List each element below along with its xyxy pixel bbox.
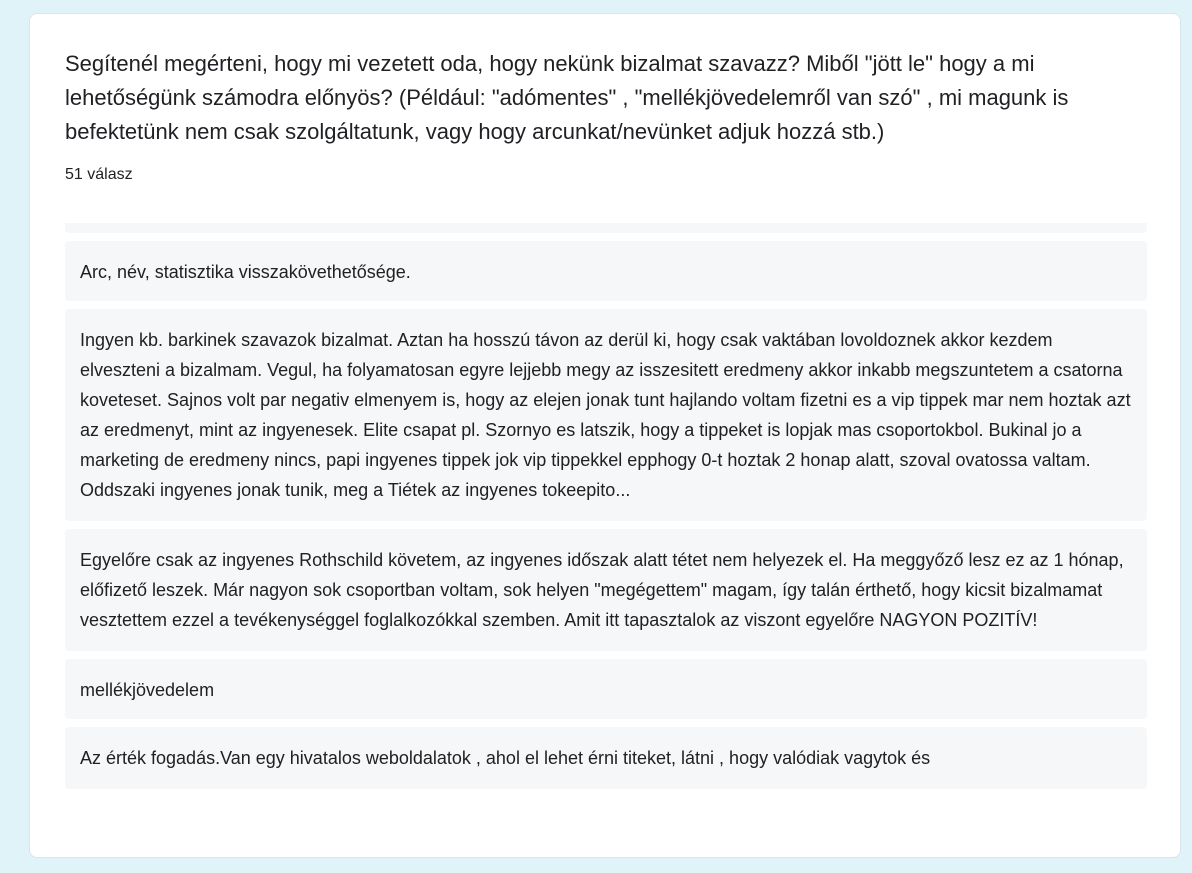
answer-item-partial bbox=[65, 223, 1147, 233]
answer-item: Ingyen kb. barkinek szavazok bizalmat. Aztan ha hosszú távon az derül ki, hogy csak vaktában lovoldoznek akkor kezdem elveszteni a bizalmam. Vegul, ha folyamatosan egyre lejjebb megy az isszesitett eredmeny akkor inkabb megszuntetem a csatorna koveteset. Sajnos volt par negativ elmenyem is, hogy az elejen jonak tunt hajlando voltam fizetni es a vip tippek mar nem hoztak azt az eredmenyt, mint az ingyenesek. Elite csapat pl. Szornyo es latszik, hogy a tippeket is lopjak mas csoportokbol. Bukinal jo a marketing de eredmeny nincs, papi ingyenes tippek jok vip tippekkel epphogy 0-t hoztak 2 honap alatt, szoval ovatossa valtam. Oddszaki ingyenes jonak tunik, meg a Tiétek az ingyenes tokeepito... bbox=[65, 309, 1147, 521]
answer-item: Egyelőre csak az ingyenes Rothschild követem, az ingyenes időszak alatt tétet nem helyezek el. Ha meggyőző lesz ez az 1 hónap, előfizető leszek. Már nagyon sok csoportban voltam, sok helyen "megégettem" magam, így talán érthető, hogy kicsit bizalmamat vesztettem ezzel a tevékenységgel foglalkozókkal szemben. Amit itt tapasztalok az viszont egyelőre NAGYON POZITÍV! bbox=[65, 529, 1147, 651]
answer-item: Arc, név, statisztika visszakövethetősége. bbox=[65, 241, 1147, 301]
question-card bbox=[29, 13, 1181, 858]
answer-item: Az érték fogadás.Van egy hivatalos weboldalatok , ahol el lehet érni titeket, látni , hogy valódiak vagytok és bbox=[65, 727, 1147, 789]
response-count: 51 válasz bbox=[65, 166, 133, 183]
answers-list[interactable] bbox=[65, 223, 1147, 823]
answer-item: mellékjövedelem bbox=[65, 659, 1147, 719]
question-title: Segítenél megérteni, hogy mi vezetett oda, hogy nekünk bizalmat szavazz? Miből "jött le" hogy a mi lehetőségünk számodra előnyös? (Például: "adómentes" , "mellékjövedelemről van szó" , mi magunk is befektetünk nem csak szolgáltatunk, vagy hogy arcunkat/nevünket adjuk hozzá stb.) bbox=[65, 51, 1069, 144]
